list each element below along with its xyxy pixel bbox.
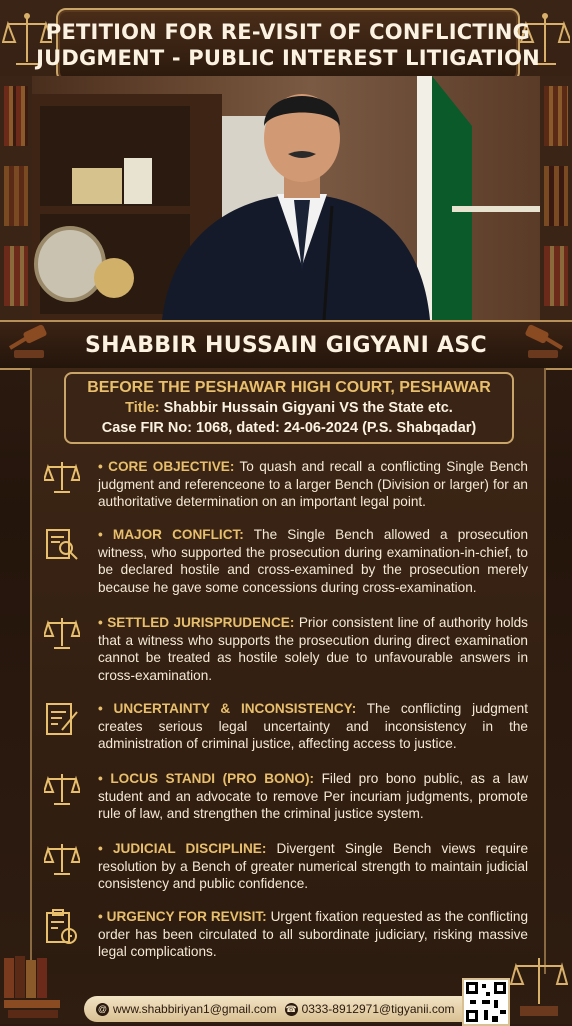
books-icon xyxy=(544,246,568,306)
point-text: Prior consistent line of authority holds that a witness who supports the prosecution during direct examination cannot be treated as hostile solely due to unfavourable answers in cross-examination. xyxy=(98,615,528,683)
court-info-box xyxy=(64,372,514,444)
phone-text: 0333-8912971@tigyanii.com xyxy=(301,1002,455,1016)
globe-icon: @ xyxy=(97,1004,108,1014)
point-head: SETTLED JURISPRUDENCE: xyxy=(107,615,295,630)
case-title-value: Shabbir Hussain Gigyani VS the State etc. xyxy=(163,400,453,416)
title-banner xyxy=(36,8,540,82)
court-name: BEFORE THE PESHAWAR HIGH COURT, PESHAWAR xyxy=(87,379,491,396)
point-text: Filed pro bono public, as a law student and an advocate to remove Per incuriam judgments, promote rule of law, and strengthen the criminal justice system. xyxy=(98,771,529,821)
point-text: Divergent Single Bench views require resolution by a Bench of greater numerical strength to maintain judicial consistency and public confidence. xyxy=(98,841,528,891)
books-icon xyxy=(4,246,28,306)
books-icon xyxy=(544,86,568,146)
document-search-icon xyxy=(44,526,80,564)
clipboard-clock-icon xyxy=(44,908,80,946)
scales-icon xyxy=(44,614,80,652)
scales-icon xyxy=(44,840,80,878)
point-text: Urgent fixation requested as the conflicting order has been circulated to all subordinate judiciary, risking massive legal complications. xyxy=(98,909,529,959)
email-text: www.shabbiriyan1@gmail.com xyxy=(113,1002,277,1016)
gavel-icon xyxy=(520,324,566,362)
portrait-illustration xyxy=(32,76,540,320)
phone-icon: ☎ xyxy=(285,1003,297,1014)
scales-icon xyxy=(44,458,80,496)
point-head: JUDICIAL DISCIPLINE: xyxy=(112,841,267,856)
portrait-photo xyxy=(32,76,540,320)
scales-icon xyxy=(44,770,80,808)
title-line-1: PETITION FOR RE-VISIT OF CONFLICTING xyxy=(45,20,531,44)
name-banner xyxy=(0,320,572,370)
books-icon xyxy=(2,954,62,1020)
point-text: The conflicting judgment creates serious legal uncertainty and inconsistency in the administration of criminal justice, affecting access to justice. xyxy=(98,701,528,751)
books-icon xyxy=(544,166,568,226)
phone-contact[interactable] xyxy=(285,1002,455,1016)
advocate-name: SHABBIR HUSSAIN GIGYANI ASC xyxy=(85,332,487,358)
point-head: MAJOR CONFLICT: xyxy=(112,527,244,542)
books-icon xyxy=(4,166,28,226)
point-head: URGENCY FOR REVISIT: xyxy=(106,909,267,924)
title-line-2: JUDGMENT - PUBLIC INTEREST LITIGATION xyxy=(36,46,540,70)
point-head: LOCUS STANDI (PRO BONO): xyxy=(110,771,315,786)
point-head: CORE OBJECTIVE: xyxy=(108,459,235,474)
email-contact[interactable] xyxy=(96,1002,277,1016)
point-head: UNCERTAINTY & INCONSISTENCY: xyxy=(113,701,357,716)
qr-code[interactable] xyxy=(462,978,510,1026)
contact-footer xyxy=(84,996,480,1022)
scales-icon xyxy=(510,952,568,1020)
bookshelf-left xyxy=(0,76,32,320)
point-text: The Single Bench allowed a prosecution witness, who supported the prosecution during examination-in-chief, to be declared hostile and cross-examined by the prosecution merely because he gave some concessions during cross-examination. xyxy=(98,527,529,595)
case-title-label: Title: xyxy=(125,400,160,416)
point-text: To quash and recall a conflicting Single Bench judgment and referenceone to a larger Bench (Division or larger) for an authoritative determination on an important legal point. xyxy=(98,459,528,509)
bookshelf-right xyxy=(540,76,572,320)
gavel-icon xyxy=(6,324,52,362)
document-pen-icon xyxy=(44,700,80,738)
case-fir: Case FIR No: 1068, dated: 24-06-2024 (P.S. Shabqadar) xyxy=(101,420,477,436)
books-icon xyxy=(4,86,28,146)
case-title xyxy=(125,398,453,418)
